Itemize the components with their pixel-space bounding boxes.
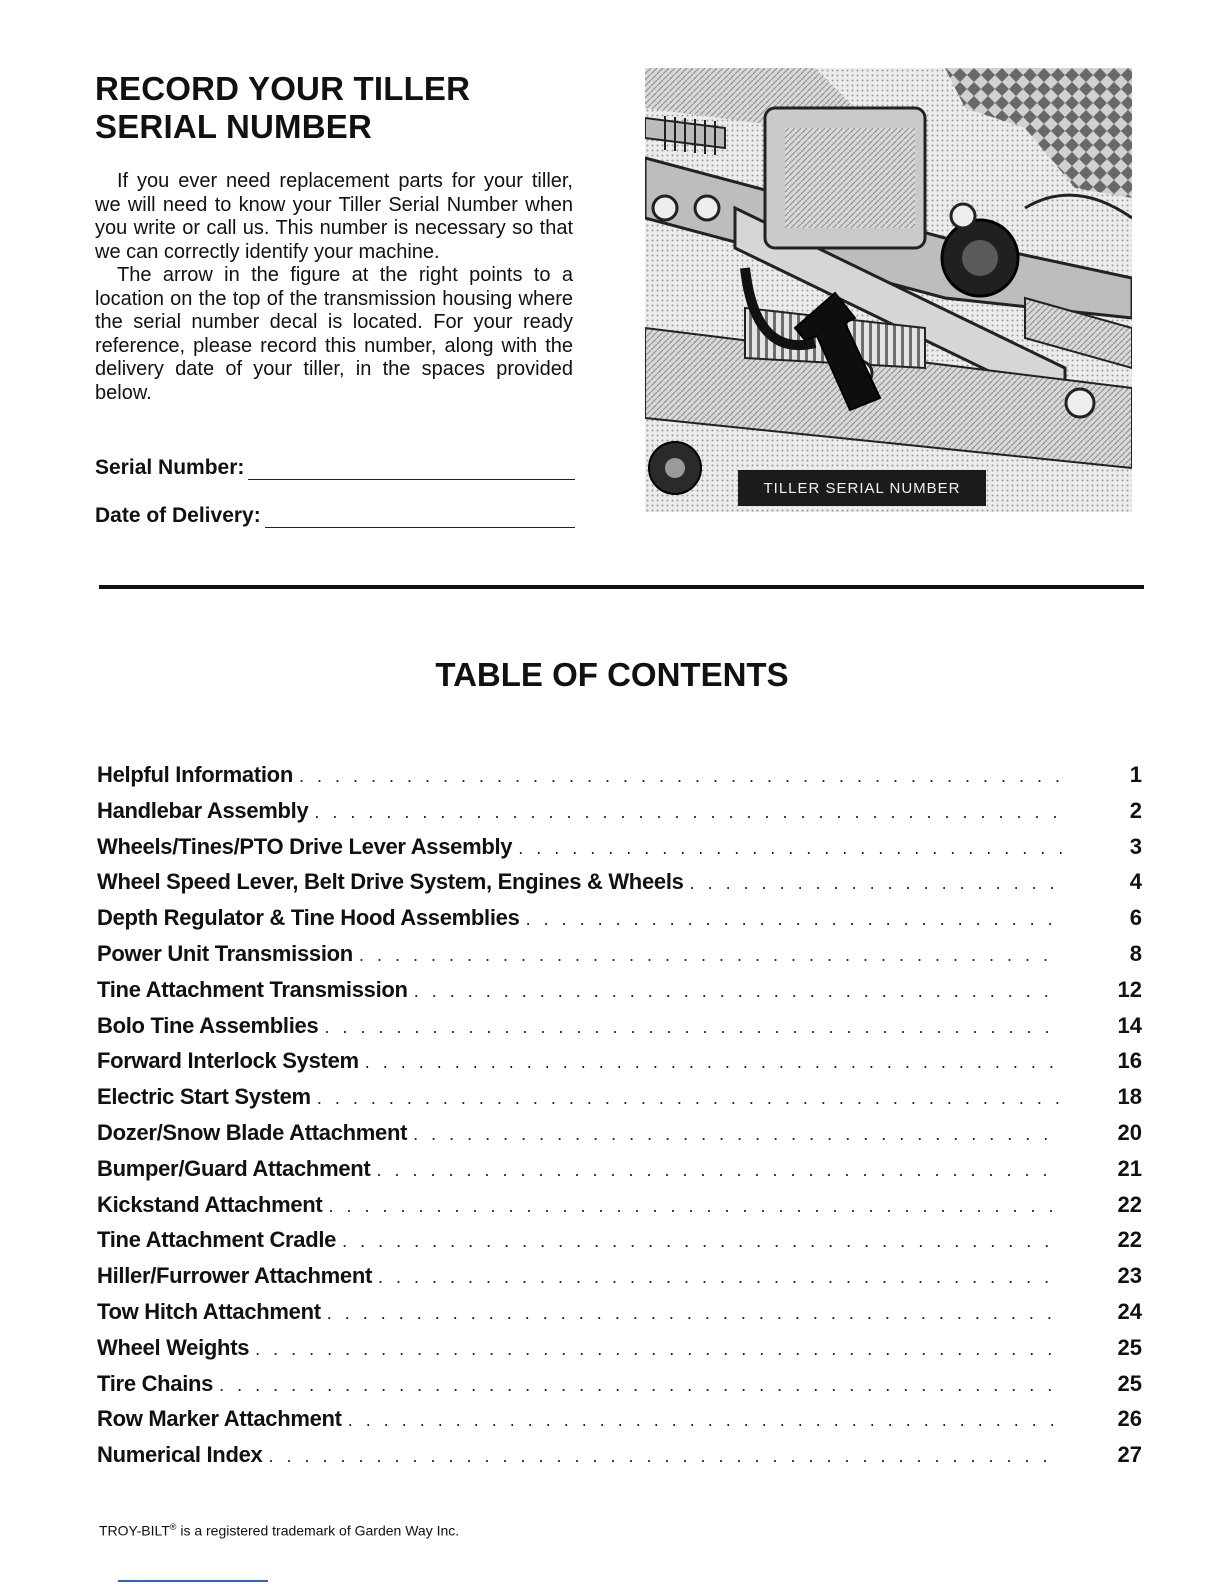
tiller-transmission-illustration [645, 68, 1132, 512]
toc-entry-title: Bolo Tine Assemblies [97, 1012, 319, 1038]
toc-entry-title: Kickstand Attachment [97, 1191, 323, 1217]
registered-mark: ® [169, 1522, 177, 1532]
toc-dot-leader [268, 1446, 1062, 1467]
toc-dot-leader [690, 873, 1062, 894]
toc-entry-title: Depth Regulator & Tine Hood Assemblies [97, 905, 520, 931]
toc-entry[interactable] [97, 905, 1142, 941]
toc-entry-title: Hiller/Furrower Attachment [97, 1263, 372, 1289]
toc-dot-leader [255, 1339, 1062, 1360]
toc-entry[interactable] [97, 1263, 1142, 1299]
toc-entry[interactable] [97, 1299, 1142, 1335]
section-divider [99, 585, 1144, 589]
toc-dot-leader [414, 981, 1062, 1002]
serial-intro [95, 170, 573, 405]
toc-entry[interactable] [97, 1013, 1142, 1049]
toc-entry-page: 21 [1117, 1155, 1142, 1181]
toc-entry-page: 26 [1117, 1406, 1142, 1432]
serial-heading-line2: SERIAL NUMBER [95, 108, 373, 145]
serial-number-label: Serial Number: [95, 456, 245, 479]
toc-entry-title: Wheel Speed Lever, Belt Drive System, Engines & Wheels [97, 869, 684, 895]
toc-dot-leader [328, 1196, 1062, 1217]
toc-entry-title: Tine Attachment Cradle [97, 1227, 337, 1253]
toc-entry-title: Handlebar Assembly [97, 797, 309, 823]
trademark-text: is a registered trademark of Garden Way Inc. [176, 1522, 460, 1539]
toc-entry-title: Tine Attachment Transmission [97, 976, 408, 1002]
toc-entry-title: Electric Start System [97, 1084, 311, 1110]
toc-entry[interactable] [97, 1048, 1142, 1084]
toc-entry-page: 3 [1129, 833, 1142, 859]
serial-number-field[interactable] [95, 450, 575, 480]
toc-entry-page: 22 [1117, 1227, 1142, 1253]
toc-entry-page: 8 [1129, 940, 1142, 966]
toc-entry-page: 4 [1129, 869, 1142, 895]
toc-entry-page: 16 [1117, 1048, 1142, 1074]
toc-entry-page: 1 [1129, 762, 1142, 787]
toc-dot-leader [365, 1052, 1062, 1073]
toc-entry[interactable] [97, 798, 1142, 834]
toc-dot-leader [317, 1088, 1062, 1109]
toc-entry[interactable] [97, 869, 1142, 905]
toc-entry-page: 2 [1129, 797, 1142, 823]
toc-entry-title: Forward Interlock System [97, 1048, 359, 1074]
toc-entry-page: 6 [1129, 905, 1142, 931]
toc-dot-leader [219, 1375, 1062, 1396]
toc-entry-page: 22 [1117, 1191, 1142, 1217]
scan-edge-mark [118, 1580, 268, 1582]
toc-entry[interactable] [97, 1156, 1142, 1192]
toc-entry-page: 20 [1117, 1119, 1142, 1145]
serial-heading-line1: RECORD YOUR TILLER [95, 70, 471, 107]
toc-entry-title: Bumper/Guard Attachment [97, 1155, 371, 1181]
delivery-date-label: Date of Delivery: [95, 504, 261, 527]
toc-entry-page: 12 [1117, 976, 1142, 1002]
toc-entry-page: 24 [1117, 1298, 1142, 1324]
toc-entry-page: 25 [1117, 1334, 1142, 1360]
toc-entry[interactable] [97, 977, 1142, 1013]
toc-entry-title: Tow Hitch Attachment [97, 1298, 321, 1324]
toc-entry-title: Power Unit Transmission [97, 940, 353, 966]
toc-dot-leader [376, 1160, 1062, 1181]
toc-entry[interactable] [97, 941, 1142, 977]
toc-entry-title: Numerical Index [97, 1442, 263, 1468]
toc-entry[interactable] [97, 1335, 1142, 1371]
toc-entry-title: Helpful Information [97, 762, 293, 787]
figure-caption: TILLER SERIAL NUMBER [738, 470, 986, 506]
toc-entry[interactable] [97, 1192, 1142, 1228]
serial-number-blank[interactable] [248, 455, 575, 480]
toc-dot-leader [327, 1303, 1062, 1324]
toc-list [97, 762, 1142, 1478]
toc-entry[interactable] [97, 762, 1142, 798]
toc-dot-leader [378, 1267, 1062, 1288]
toc-dot-leader [324, 1017, 1062, 1038]
trademark-brand: TROY-BILT [99, 1522, 170, 1539]
toc-entry[interactable] [97, 1084, 1142, 1120]
toc-title: TABLE OF CONTENTS [435, 656, 789, 693]
toc-entry[interactable] [97, 1371, 1142, 1407]
toc-entry[interactable] [97, 1227, 1142, 1263]
toc-entry-title: Dozer/Snow Blade Attachment [97, 1119, 408, 1145]
toc-entry[interactable] [97, 1120, 1142, 1156]
intro-paragraph-2: The arrow in the figure at the right points to a location on the top of the transmission housing where the serial number decal is located. For your ready reference, please record this number, along with the delivery date of your tiller, in the spaces provided below. [95, 264, 573, 404]
toc-dot-leader [518, 838, 1062, 859]
toc-dot-leader [526, 909, 1062, 930]
toc-dot-leader [348, 1410, 1062, 1431]
tiller-illustration-graphic [645, 68, 1132, 512]
toc-entry-page: 25 [1117, 1370, 1142, 1396]
toc-dot-leader [359, 945, 1062, 966]
toc-entry[interactable] [97, 1442, 1142, 1478]
intro-paragraph-1: If you ever need replacement parts for your tiller, we will need to know your Tiller Serial Number when you write or call us. This number is necessary so that we can correctly identify your machine. [95, 170, 573, 263]
toc-entry[interactable] [97, 1406, 1142, 1442]
trademark-footer [99, 1522, 459, 1539]
toc-entry-title: Row Marker Attachment [97, 1406, 342, 1432]
toc-dot-leader [413, 1124, 1062, 1145]
toc-dot-leader [342, 1231, 1062, 1252]
delivery-date-blank[interactable] [265, 503, 575, 528]
toc-entry-page: 27 [1117, 1442, 1142, 1468]
toc-entry[interactable] [97, 834, 1142, 870]
toc-dot-leader [299, 766, 1062, 787]
toc-entry-title: Tire Chains [97, 1370, 214, 1396]
serial-heading [95, 70, 555, 146]
toc-entry-page: 18 [1117, 1084, 1142, 1110]
toc-entry-page: 14 [1117, 1012, 1142, 1038]
toc-entry-page: 23 [1117, 1263, 1142, 1289]
toc-dot-leader [314, 802, 1062, 823]
delivery-date-field[interactable] [95, 498, 575, 528]
toc-entry-title: Wheel Weights [97, 1334, 250, 1360]
toc-entry-title: Wheels/Tines/PTO Drive Lever Assembly [97, 833, 513, 859]
